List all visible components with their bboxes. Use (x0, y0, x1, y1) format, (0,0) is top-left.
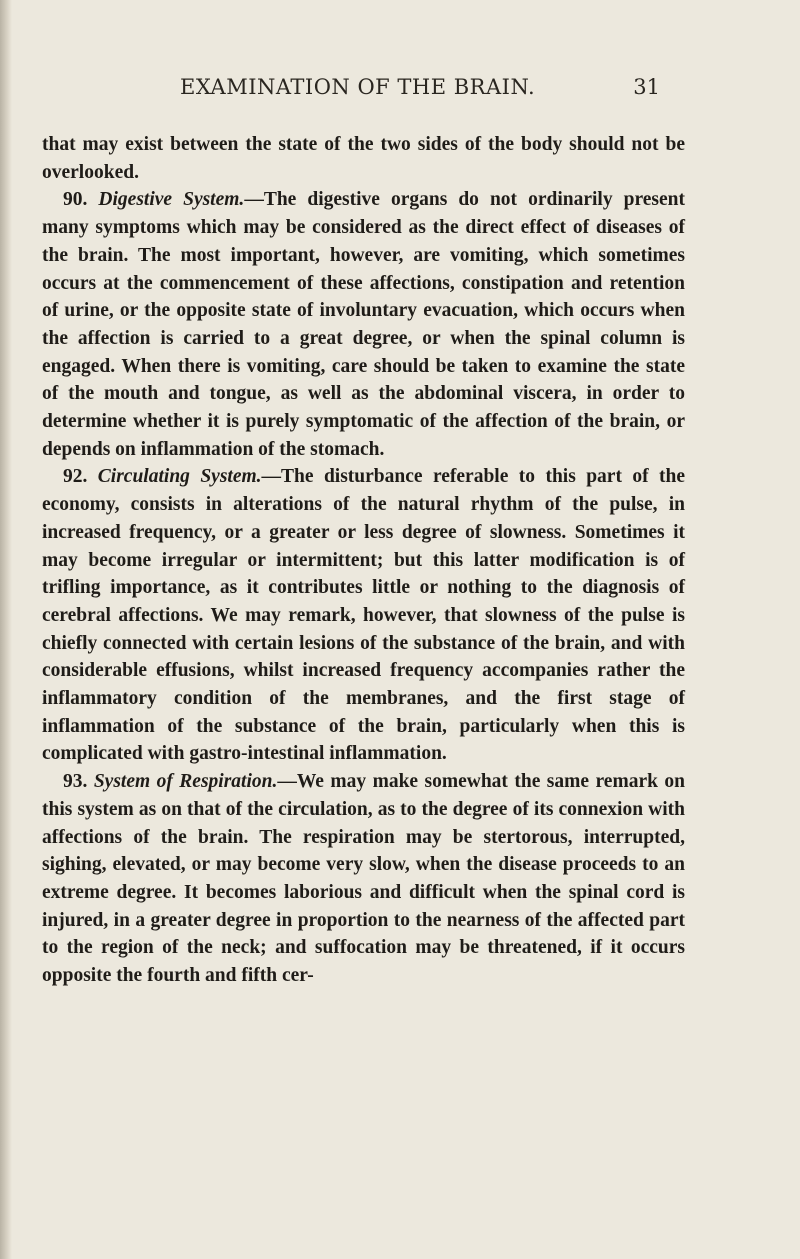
paragraph-number: 93. (63, 771, 88, 793)
paragraph-continuation (42, 131, 685, 186)
header-title: EXAMINATION OF THE BRAIN. (180, 75, 536, 99)
paragraph-90 (42, 186, 685, 463)
paragraph-93 (42, 768, 685, 990)
paragraph-92 (42, 463, 685, 768)
paragraph-text: —We may make somewhat the same remark on this system as on that of the circulation, as to the degree of its connexion with affections of the brain. The respiration may be stertorous, interrupted, sighing, elevated, or may become very slow, when the disease proceeds to an extreme degree. It becomes laborious and difficult when the spinal cord is injured, in a greater degree in proportion to the nearness of the affected part to the region of the neck; and suffocation may be threatened, if it occurs opposite the fourth and fifth cer- (42, 771, 685, 987)
paragraph-text: —The digestive organs do not ordinarily present many symptoms which may be considered as the direct effect of diseases of the brain. The most important, however, are vomiting, which sometimes occurs at the commencement of these affections, constipation and retention of urine, or the opposite state of involuntary evacuation, which occurs when the affection is carried to a great degree, or when the spinal column is engaged. When there is vomiting, care should be taken to examine the state of the mouth and tongue, as well as the abdominal viscera, in order to determine whether it is purely symptomatic of the affection of the brain, or depends on inflammation of the stomach. (42, 189, 686, 460)
paragraph-number: 92. (63, 466, 88, 488)
page-spine-shadow (0, 0, 12, 1259)
page-body (42, 131, 685, 990)
paragraph-number: 90. (63, 189, 88, 211)
paragraph-text: that may exist between the state of the two sides of the body should not be overlooked. (42, 134, 685, 183)
paragraph-heading: Circulating System. (97, 466, 262, 488)
running-header (180, 75, 660, 115)
paragraph-heading: System of Respiration. (93, 771, 278, 793)
page-number: 31 (633, 75, 660, 99)
paragraph-heading: Digestive System. (98, 189, 245, 211)
paragraph-text: —The disturbance referable to this part of the economy, consists in alterations of the natural rhythm of the pulse, in increased frequency, or a greater or less degree of slowness. Sometimes it may become irregular or intermittent; but this latter modification is of trifling importance, as it contributes little or nothing to the diagnosis of cerebral affections. We may remark, however, that slowness of the pulse is chiefly connected with certain lesions of the substance of the brain, and with considerable effusions, whilst increased frequency accompanies rather the inflammatory condition of the membranes, and the first stage of inflammation of the substance of the brain, particularly when this is complicated with gastro-intestinal inflammation. (42, 466, 685, 765)
